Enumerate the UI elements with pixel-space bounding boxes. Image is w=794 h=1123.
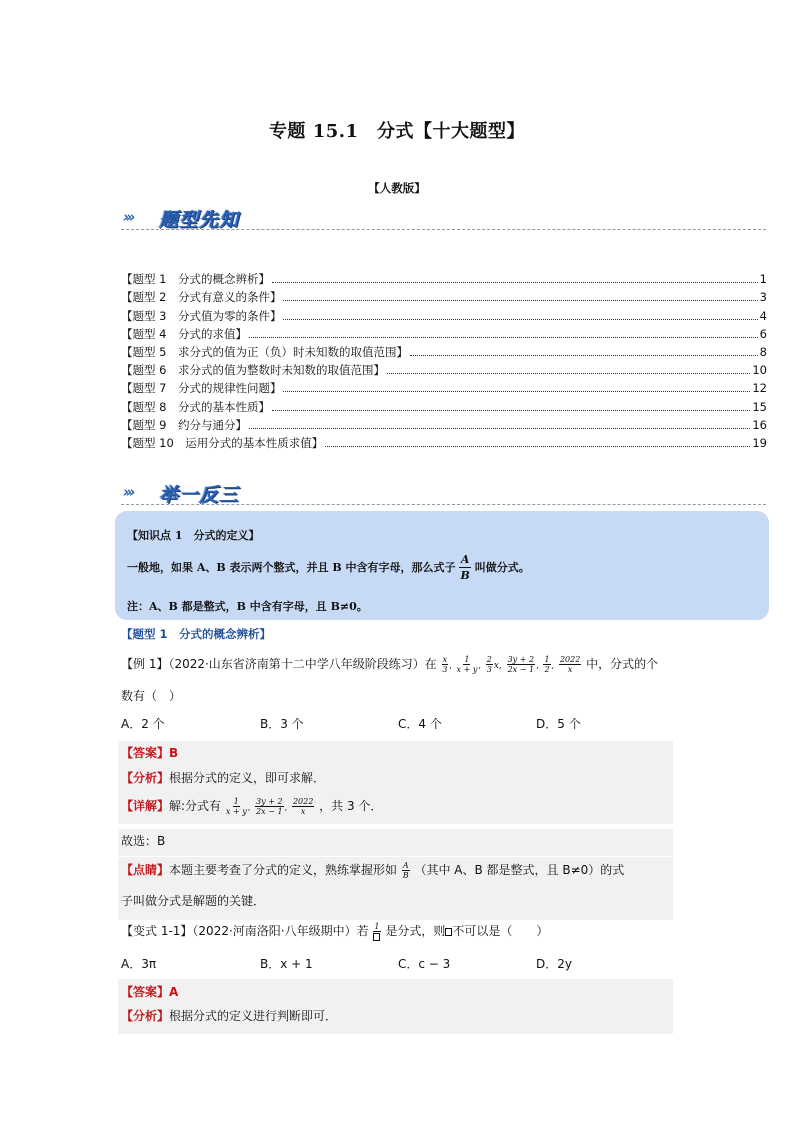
toc-item[interactable]: 【题型 10 运用分式的基本性质求值】 19: [121, 435, 767, 450]
section-heading: 【题型 1 分式的概念辨析】: [121, 627, 272, 641]
fraction-a-over-b: $\frac{A}{B}$: [460, 552, 470, 582]
option-d[interactable]: D．5 个: [536, 717, 581, 731]
edition-label: 【人教版】: [368, 181, 426, 195]
toc-item[interactable]: 【题型 4 分式的求值】 6: [121, 326, 767, 341]
banner-title: 举一反三: [159, 484, 240, 506]
toc-item[interactable]: 【题型 9 约分与通分】 16: [121, 417, 767, 432]
knowledge-note: 注：A、B 都是整式，B 中含有字母，且 B≠0。: [127, 600, 368, 613]
toc-item[interactable]: 【题型 3 分式值为零的条件】 4: [121, 308, 767, 323]
option-a[interactable]: A．3π: [121, 957, 157, 971]
toc-item[interactable]: 【题型 1 分式的概念辨析】 1: [121, 272, 767, 287]
knowledge-title: 【知识点 1 分式的定义】: [127, 529, 260, 542]
option-c[interactable]: C．c − 3: [398, 957, 451, 971]
option-d[interactable]: D．2y: [536, 957, 572, 971]
arrows-icon: ›››: [123, 208, 133, 226]
example-question: 【例 1】（2022·山东省济南第十二中学八年级阶段练习）在 $\frac{x}{3}$ , $\frac{1}{x + y}$ , $\frac{2}{3}$ x, $\frac{3y + 2}{2x - 1}$ , $\frac{1}{2}$ , $\frac{2022}{x}$ 中，分式的个: [121, 655, 659, 674]
comment-row-2: 子叫做分式是解题的关键．: [118, 888, 673, 920]
example-question-line2: 数有（ ）: [121, 689, 182, 703]
detail-row: 【详解】解:分式有 $\frac{1}{x + y}$ , $\frac{3y + 2}{2x - 1}$ , $\frac{2022}{x}$ ，共 3 个．: [118, 792, 673, 824]
banner-practice: [121, 480, 766, 505]
variant-question: 【变式 1-1】（2022·河南洛阳·八年级期中）若 1 是分式，则 不可以是（ ）: [121, 922, 771, 941]
table-of-contents: [121, 269, 767, 451]
toc-item[interactable]: 【题型 8 分式的基本性质】 15: [121, 399, 767, 414]
option-a[interactable]: A．2 个: [121, 717, 165, 731]
option-b[interactable]: B．3 个: [260, 717, 304, 731]
comment-row: 【点睛】本题主要考查了分式的定义，熟练掌握形如 $\frac{A}{B}$ （其中 A、B 都是整式，且 B≠0）的式: [118, 857, 673, 891]
banner-topic-preview: [121, 205, 766, 230]
choose-row: 故选：B: [118, 829, 673, 856]
answer-row: 【答案】B: [118, 741, 673, 768]
knowledge-point-box: [115, 511, 769, 620]
arrows-icon: ›››: [123, 483, 133, 501]
option-b[interactable]: B．x + 1: [260, 957, 313, 971]
toc-item[interactable]: 【题型 5 求分式的值为正（负）时未知数的取值范围】 8: [121, 344, 767, 359]
analysis-row: 【分析】根据分式的定义，即可求解．: [118, 766, 673, 794]
knowledge-body: 一般地，如果 A、B 表示两个整式，并且 B 中含有字母，那么式子 $\frac{A}{B}$ 叫做分式。: [127, 552, 530, 582]
variant-analysis-row: 【分析】根据分式的定义进行判断即可．: [118, 1005, 673, 1034]
option-c[interactable]: C．4 个: [398, 717, 442, 731]
banner-title: 题型先知: [159, 209, 240, 231]
toc-item[interactable]: 【题型 7 分式的规律性问题】 12: [121, 381, 767, 396]
toc-item[interactable]: 【题型 6 求分式的值为整数时未知数的取值范围】 10: [121, 363, 767, 378]
page-title: 专题 15.1 分式【十大题型】: [268, 121, 526, 142]
toc-item[interactable]: 【题型 2 分式有意义的条件】 3: [121, 290, 767, 305]
variant-answer-row: 【答案】A: [118, 979, 673, 1008]
